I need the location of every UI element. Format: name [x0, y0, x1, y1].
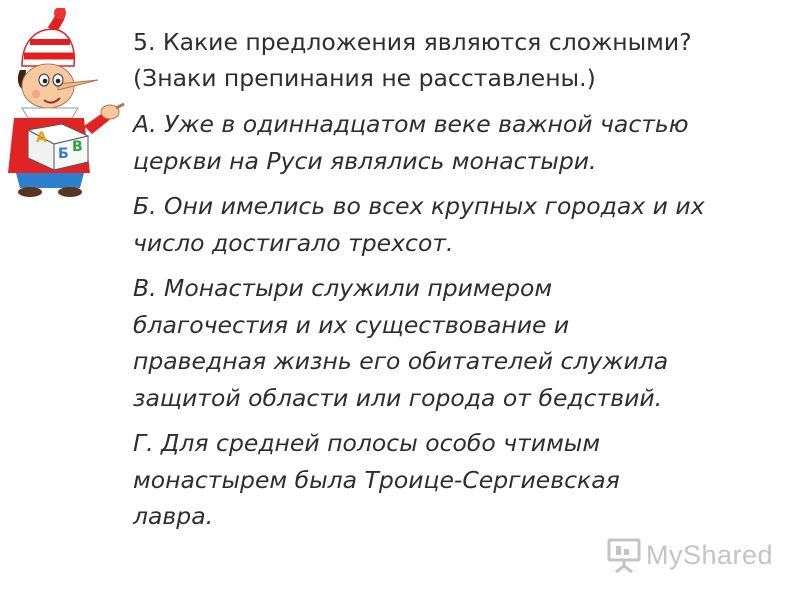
sentence-line: церкви на Руси являлись монастыри. — [133, 146, 597, 175]
presentation-screen-icon — [606, 536, 642, 574]
book-letter-b: Б — [58, 146, 69, 162]
sentence-line: праведная жизнь его обитателей служила — [133, 347, 669, 375]
pinocchio-mascot-icon — [0, 8, 125, 198]
watermark — [606, 536, 773, 574]
question-heading — [133, 24, 773, 96]
sentence-g — [133, 425, 773, 535]
sentence-line: В. Монастыри служили примером — [133, 274, 553, 302]
sentence-line: А. Уже в одиннадцатом веке важной частью — [133, 110, 689, 138]
sentence-line: число достигало трехсот. — [133, 228, 454, 257]
sentence-line: благочестия и их существование и — [133, 310, 570, 339]
watermark-text: MyShared — [646, 539, 774, 570]
hat — [22, 29, 74, 66]
question-line: (Знаки препинания не расставлены.) — [133, 64, 596, 92]
question-line: 5. Какие предложения являются сложными? — [133, 28, 692, 56]
sentence-line: Г. Для средней полосы особо чтимым — [133, 429, 601, 457]
sentence-line: лавра. — [133, 502, 214, 530]
book-letter-a: А — [36, 130, 47, 146]
slide-content — [133, 24, 773, 544]
sentence-a — [133, 106, 773, 179]
sentence-b — [133, 188, 773, 261]
sentence-line: Б. Они имелись во всех крупных городах и их — [133, 192, 705, 220]
book-letter-v: В — [72, 139, 83, 155]
sentence-v — [133, 270, 773, 416]
sentence-line: монастырем была Троице-Сергиевская — [133, 465, 620, 494]
sentence-line: защитой области или города от бедствий. — [133, 383, 663, 412]
